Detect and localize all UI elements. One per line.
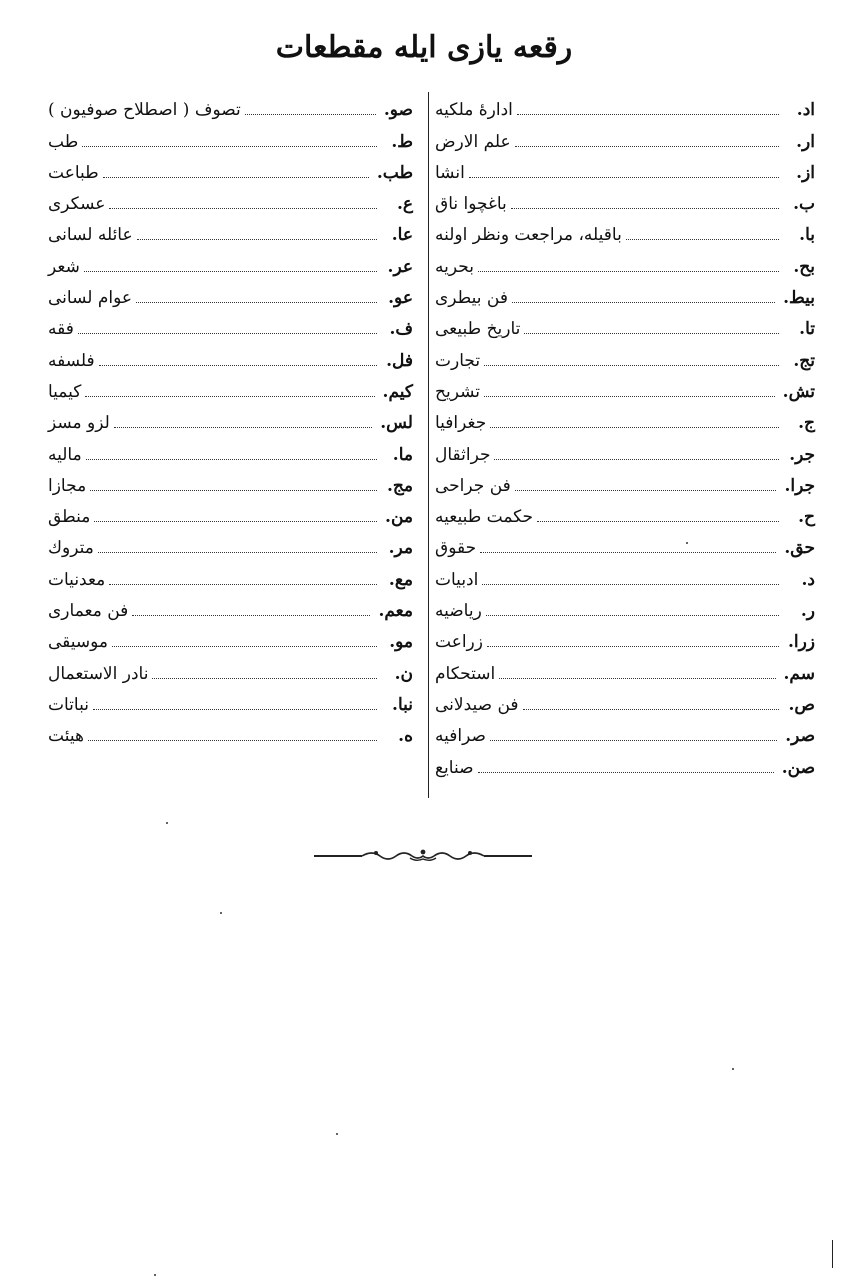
abbreviation-row: [48, 434, 413, 465]
abbreviation-meaning: حقوق: [435, 538, 477, 559]
abbreviation-list-left: [48, 90, 413, 747]
abbreviation-meaning: معدنيات: [48, 569, 106, 590]
abbreviation-meaning: فلسفه: [48, 350, 95, 371]
abbreviation-row: [435, 403, 815, 434]
abbreviation: از.: [796, 162, 815, 183]
abbreviation: صن.: [781, 757, 815, 778]
abbreviation: ع.: [396, 194, 413, 215]
abbreviation-meaning: تاريخ طبيعى: [435, 319, 521, 340]
abbreviation-meaning: لزو مسز: [48, 413, 110, 434]
abbreviation: با.: [799, 225, 815, 246]
abbreviation-row: [48, 246, 413, 277]
abbreviation: معم.: [378, 601, 413, 622]
abbreviation-row: [435, 215, 815, 246]
abbreviation-row: [435, 372, 815, 403]
dot-leader: [512, 301, 775, 303]
abbreviation-meaning: تصوف ( اصطلاح صوفيون ): [48, 100, 241, 121]
abbreviation-row: [435, 653, 815, 684]
abbreviation-meaning: بحريه: [435, 256, 474, 277]
dot-leader: [482, 583, 779, 585]
dot-leader: [86, 458, 377, 460]
abbreviation-row: [48, 121, 413, 152]
page-title: رقعه يازى ايله مقطعات: [275, 30, 573, 65]
abbreviation-row: [48, 153, 413, 184]
abbreviation-row: [48, 559, 413, 590]
abbreviation: ما.: [392, 444, 413, 465]
abbreviation: مر.: [388, 538, 413, 559]
speck: [166, 822, 168, 824]
dot-leader: [523, 708, 779, 710]
abbreviation: ج.: [798, 413, 815, 434]
abbreviation: بح.: [793, 256, 815, 277]
abbreviation: تج.: [793, 350, 815, 371]
abbreviation-row: [435, 184, 815, 215]
abbreviation-meaning: كيميا: [48, 381, 82, 402]
dot-leader: [78, 332, 377, 334]
abbreviation: صو.: [383, 100, 413, 121]
abbreviation: نبا.: [392, 694, 413, 715]
dot-leader: [84, 270, 377, 272]
abbreviation: د.: [801, 569, 815, 590]
abbreviation-row: [435, 716, 815, 747]
abbreviation: عا.: [391, 225, 413, 246]
dot-leader: [109, 583, 377, 585]
abbreviation-meaning: فن بيطرى: [435, 288, 508, 309]
abbreviation-meaning: ادارهٔ ملكيه: [435, 100, 513, 121]
abbreviation: ح.: [798, 507, 815, 528]
abbreviation: فل.: [386, 350, 413, 371]
abbreviation: ن.: [394, 663, 413, 684]
abbreviation-row: [48, 497, 413, 528]
abbreviation: لس.: [380, 413, 413, 434]
abbreviation: زرا.: [787, 632, 815, 653]
abbreviation-meaning: متروك: [48, 538, 94, 559]
dot-leader: [494, 458, 779, 460]
abbreviation-meaning: زراعت: [435, 632, 483, 653]
abbreviation-row: [435, 559, 815, 590]
abbreviation-meaning: ماليه: [48, 444, 82, 465]
dot-leader: [511, 207, 779, 209]
abbreviation: مع.: [388, 569, 413, 590]
dot-leader: [137, 238, 377, 240]
dot-leader: [245, 113, 376, 115]
abbreviation-row: [435, 591, 815, 622]
abbreviation-row: [48, 528, 413, 559]
dot-leader: [478, 771, 774, 773]
abbreviation-row: [48, 215, 413, 246]
abbreviation: سم.: [783, 663, 815, 684]
abbreviation-row: [48, 622, 413, 653]
abbreviation-row: [48, 184, 413, 215]
abbreviation: ر.: [800, 601, 815, 622]
abbreviation-meaning: فقه: [48, 319, 74, 340]
dot-leader: [114, 426, 372, 428]
abbreviation-meaning: عائله لسانى: [48, 225, 133, 246]
speck: [732, 1068, 734, 1070]
abbreviation: مو.: [389, 632, 413, 653]
abbreviation: اد.: [796, 100, 815, 121]
speck: [686, 542, 688, 544]
abbreviation-meaning: تشريح: [435, 381, 480, 402]
dot-leader: [136, 301, 377, 303]
dot-leader: [94, 520, 377, 522]
abbreviation: ار.: [796, 131, 815, 152]
dot-leader: [480, 551, 776, 553]
abbreviation-meaning: باقيله، مراجعت ونظر اولنه: [435, 225, 622, 246]
abbreviation-meaning: جغرافيا: [435, 413, 487, 434]
abbreviation-row: [435, 340, 815, 371]
dot-leader: [499, 677, 775, 679]
abbreviation-meaning: جراثقال: [435, 444, 491, 465]
abbreviation-row: [48, 90, 413, 121]
speck: [336, 1133, 338, 1135]
abbreviation-meaning: انشا: [435, 162, 465, 183]
abbreviation-meaning: استحكام: [435, 663, 496, 684]
abbreviation: تا.: [799, 319, 815, 340]
abbreviation-row: [48, 716, 413, 747]
abbreviation-meaning: فن معمارى: [48, 601, 129, 622]
abbreviation-row: [435, 153, 815, 184]
dot-leader: [490, 739, 777, 741]
abbreviation-meaning: رياضيه: [435, 601, 482, 622]
abbreviation-row: [435, 747, 815, 778]
abbreviation: ص.: [788, 694, 815, 715]
dot-leader: [478, 270, 779, 272]
abbreviation: ب.: [793, 194, 815, 215]
speck: [220, 912, 222, 914]
abbreviation-row: [435, 497, 815, 528]
abbreviation: ه.: [398, 726, 413, 747]
abbreviation-row: [48, 591, 413, 622]
abbreviation-row: [435, 434, 815, 465]
dot-leader: [484, 395, 775, 397]
abbreviation-meaning: نباتات: [48, 694, 89, 715]
abbreviation-row: [48, 466, 413, 497]
abbreviation: كيم.: [382, 381, 413, 402]
page-edge-mark: [832, 1240, 833, 1268]
dot-leader: [93, 708, 377, 710]
abbreviation-row: [48, 372, 413, 403]
dot-leader: [112, 645, 377, 647]
abbreviation: جر.: [789, 444, 815, 465]
abbreviation-row: [48, 653, 413, 684]
abbreviation-meaning: عوام لسانى: [48, 288, 133, 309]
abbreviation-meaning: عسكرى: [48, 194, 106, 215]
abbreviation-row: [435, 622, 815, 653]
dot-leader: [484, 364, 779, 366]
abbreviation-row: [435, 466, 815, 497]
abbreviation-row: [48, 685, 413, 716]
abbreviation-row: [48, 278, 413, 309]
abbreviation-meaning: علم الارض: [435, 131, 511, 152]
abbreviation-row: [435, 528, 815, 559]
abbreviation-meaning: منطق: [48, 507, 91, 528]
abbreviation: جرا.: [784, 475, 815, 496]
abbreviation: صر.: [785, 726, 815, 747]
abbreviation: ف.: [389, 319, 413, 340]
abbreviation-row: [48, 403, 413, 434]
abbreviation-meaning: شعر: [48, 256, 80, 277]
abbreviation-row: [48, 309, 413, 340]
dot-leader: [99, 364, 377, 366]
abbreviation: من.: [385, 507, 413, 528]
abbreviation-row: [435, 121, 815, 152]
abbreviation-meaning: طباعت: [48, 162, 99, 183]
abbreviation-meaning: مجازا: [48, 475, 87, 496]
dot-leader: [109, 207, 377, 209]
abbreviation-row: [48, 340, 413, 371]
dot-leader: [626, 238, 779, 240]
dot-leader: [103, 176, 369, 178]
abbreviation-meaning: صنايع: [435, 757, 474, 778]
abbreviation: حق.: [784, 538, 815, 559]
dot-leader: [98, 551, 377, 553]
dot-leader: [515, 489, 777, 491]
dot-leader: [537, 520, 779, 522]
dot-leader: [469, 176, 779, 178]
dot-leader: [88, 739, 377, 741]
abbreviation: بيط.: [783, 288, 815, 309]
abbreviation-meaning: نادر الاستعمال: [48, 663, 149, 684]
ornament-divider: [314, 848, 532, 864]
column-divider: [428, 92, 429, 798]
abbreviation-row: [435, 246, 815, 277]
abbreviation: عو.: [388, 288, 413, 309]
abbreviation-meaning: هيئت: [48, 726, 84, 747]
abbreviation-meaning: طب: [48, 131, 79, 152]
abbreviation-row: [435, 90, 815, 121]
abbreviation: تش.: [782, 381, 815, 402]
abbreviation-meaning: فن جراحى: [435, 475, 511, 496]
abbreviation-meaning: صرافيه: [435, 726, 486, 747]
dot-leader: [85, 395, 374, 397]
dot-leader: [524, 332, 779, 334]
dot-leader: [132, 614, 370, 616]
dot-leader: [517, 113, 779, 115]
dot-leader: [487, 645, 779, 647]
abbreviation-row: [435, 309, 815, 340]
abbreviation-meaning: ادبيات: [435, 569, 479, 590]
dot-leader: [486, 614, 779, 616]
abbreviation-list-right: [435, 90, 815, 779]
abbreviation: ط.: [391, 131, 413, 152]
abbreviation-row: [435, 685, 815, 716]
abbreviation-row: [435, 278, 815, 309]
abbreviation: عر.: [387, 256, 413, 277]
abbreviation-meaning: تجارت: [435, 350, 481, 371]
abbreviation-meaning: حكمت طبيعيه: [435, 507, 534, 528]
speck: [154, 1274, 156, 1276]
abbreviation: طب.: [376, 162, 413, 183]
abbreviation-meaning: فن صيدلانى: [435, 694, 519, 715]
dot-leader: [152, 677, 377, 679]
dot-leader: [90, 489, 377, 491]
dot-leader: [515, 145, 779, 147]
abbreviation-meaning: باغچوا ناق: [435, 194, 507, 215]
dot-leader: [490, 426, 779, 428]
abbreviation: مج.: [387, 475, 413, 496]
dot-leader: [82, 145, 377, 147]
abbreviation-meaning: موسيقى: [48, 632, 109, 653]
